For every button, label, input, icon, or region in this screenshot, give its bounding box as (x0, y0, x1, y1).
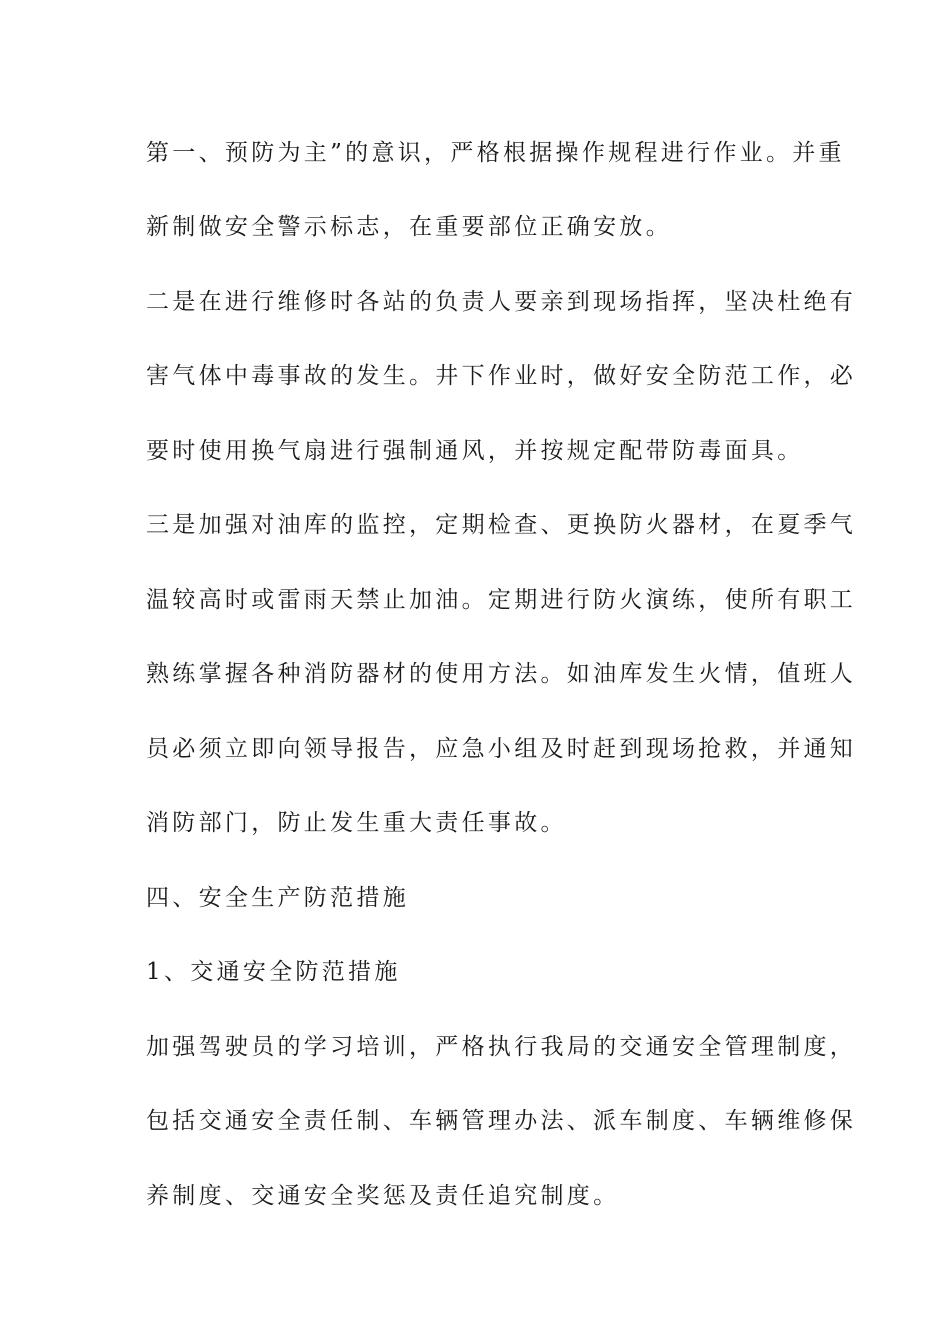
text-line: 三是加强对油库的监控，定期检查、更换防火器材，在夏季气 (146, 512, 857, 538)
text-line: 二是在进行维修时各站的负责人要亲到现场指挥，坚决杜绝有 (146, 289, 857, 315)
text-line: 熟练掌握各种消防器材的使用方法。如油库发生火情，值班人 (146, 661, 857, 687)
text-line: 害气体中毒事故的发生。井下作业时，做好安全防范工作，必 (146, 363, 857, 389)
text-line: 要时使用换气扇进行强制通风，并按规定配带防毒面具。 (146, 438, 804, 464)
subsection-heading: 1、交通安全防范措施 (146, 959, 401, 985)
text-line: 温较高时或雷雨天禁止加油。定期进行防火演练，使所有职工 (146, 587, 857, 613)
text-line: 消防部门，防止发生重大责任事故。 (146, 810, 567, 836)
text-line: 员必须立即向领导报告，应急小组及时赶到现场抢救，并通知 (146, 736, 857, 762)
section-heading: 四、安全生产防范措施 (146, 885, 409, 911)
text-line: 养制度、交通安全奖惩及责任追究制度。 (146, 1183, 620, 1209)
text-line: 加强驾驶员的学习培训，严格执行我局的交通安全管理制度， (146, 1034, 857, 1060)
text-line: 包括交通安全责任制、车辆管理办法、派车制度、车辆维修保 (146, 1108, 857, 1134)
text-line: 第一、预防为主”的意识，严格根据操作规程进行作业。并重 (146, 140, 845, 166)
text-line: 新制做安全警示标志，在重要部位正确安放。 (146, 214, 672, 240)
